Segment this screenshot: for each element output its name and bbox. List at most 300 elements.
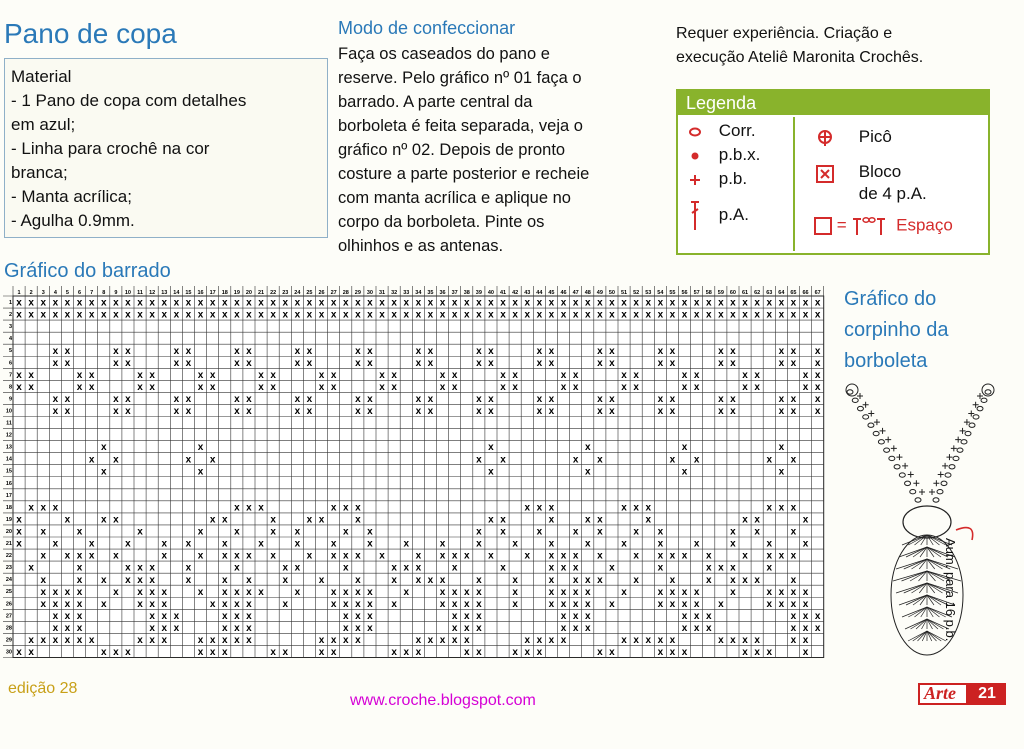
block-cell: x: [367, 610, 373, 622]
body-stitch: [896, 583, 927, 593]
column-label: 61: [741, 290, 749, 296]
block-cell: x: [246, 610, 252, 622]
block-cell: x: [609, 394, 615, 406]
block-cell: x: [633, 297, 639, 309]
block-cell: x: [476, 357, 482, 369]
block-cell: x: [197, 586, 204, 598]
row-label: 4: [8, 336, 12, 343]
material-line: - 1 Pano de copa com detalhes: [11, 91, 247, 110]
block-cell: x: [439, 309, 446, 321]
body-stitch: [927, 559, 943, 569]
block-cell: x: [536, 297, 543, 309]
block-cell: x: [40, 297, 47, 309]
column-label: 46: [560, 290, 567, 296]
block-cell: x: [161, 610, 168, 622]
block-cell: x: [149, 369, 155, 381]
body-stitch: [927, 631, 937, 641]
block-cell: x: [572, 381, 579, 393]
block-cell: x: [778, 502, 785, 514]
block-cell: x: [512, 538, 518, 550]
block-cell: x: [355, 357, 361, 369]
legend-item-pbx: [688, 145, 760, 165]
block-cell: x: [76, 297, 83, 309]
antenna-stitch-left: [902, 463, 908, 469]
block-cell: x: [161, 297, 168, 309]
block-cell: x: [548, 406, 555, 418]
block-cell: x: [451, 635, 458, 647]
block-cell: x: [330, 635, 337, 647]
block-cell: x: [234, 562, 240, 574]
block-cell: x: [125, 309, 131, 321]
block-cell: x: [597, 647, 603, 659]
column-label: 22: [270, 290, 277, 296]
antenna-stitch-right: [942, 463, 948, 469]
block-cell: x: [28, 635, 34, 647]
block-cell: x: [173, 394, 180, 406]
block-cell: x: [270, 369, 276, 381]
body-stitch: [918, 631, 928, 641]
body-stitch: [927, 547, 941, 557]
block-cell: x: [246, 406, 252, 418]
antenna-chain-left: [868, 423, 874, 427]
block-cell: x: [633, 381, 639, 393]
block-cell: x: [560, 297, 567, 309]
block-cell: x: [40, 635, 47, 647]
block-cell: x: [451, 309, 458, 321]
arte-logo: [918, 683, 1006, 705]
block-cell: x: [16, 526, 22, 538]
block-cell: x: [488, 406, 494, 418]
column-label: 60: [729, 290, 737, 296]
block-cell: x: [415, 550, 422, 562]
block-cell: x: [742, 381, 748, 393]
block-cell: x: [439, 574, 446, 586]
block-cell: x: [258, 297, 264, 309]
modo-line: com manta acrílica e aplique no: [338, 189, 571, 207]
block-cell: x: [500, 454, 506, 466]
block-cell: x: [742, 647, 748, 659]
column-label: 16: [197, 290, 204, 296]
block-cell: x: [246, 309, 252, 321]
block-cell: x: [488, 514, 494, 526]
block-cell: x: [669, 406, 676, 418]
block-cell: x: [40, 526, 47, 538]
column-label: 38: [463, 290, 470, 296]
block-cell: x: [427, 345, 434, 357]
block-cell: x: [149, 622, 155, 634]
picot-icon: [816, 129, 834, 147]
block-cell: x: [693, 309, 700, 321]
block-cell: x: [790, 574, 797, 586]
block-cell: x: [427, 574, 434, 586]
block-cell: x: [246, 574, 252, 586]
block-cell: x: [149, 598, 155, 610]
block-cell: x: [246, 550, 252, 562]
block-cell: x: [88, 538, 95, 550]
block-cell: x: [584, 309, 591, 321]
block-cell: x: [730, 394, 736, 406]
block-cell: x: [742, 369, 748, 381]
block-cell: x: [609, 598, 615, 610]
block-cell: x: [161, 635, 168, 647]
column-label: 35: [427, 290, 434, 296]
block-cell: x: [64, 610, 71, 622]
block-cell: x: [137, 369, 143, 381]
block-cell: x: [234, 357, 240, 369]
row-label: 18: [5, 504, 12, 511]
block-cell: x: [64, 586, 71, 598]
legend-box: [676, 89, 990, 255]
block-cell: x: [282, 562, 289, 574]
block-cell: x: [718, 598, 724, 610]
block-cell: x: [234, 622, 240, 634]
block-cell: x: [572, 309, 579, 321]
modo-line: reserve. Pelo gráfico nº 01 faça o: [338, 69, 582, 87]
block-cell: x: [439, 550, 446, 562]
block-cell: x: [246, 357, 252, 369]
block-cell: x: [137, 309, 143, 321]
chain-oval-icon: [688, 126, 702, 138]
block-cell: x: [681, 297, 688, 309]
block-cell: x: [161, 309, 168, 321]
column-label: 28: [342, 290, 349, 296]
block-cell: x: [379, 381, 385, 393]
block-cell: x: [173, 309, 180, 321]
block-cell: x: [234, 610, 240, 622]
block-cell: x: [367, 538, 373, 550]
block-cell: x: [40, 574, 47, 586]
block-cell: x: [645, 309, 652, 321]
column-label: 6: [78, 290, 82, 296]
block-cell: x: [814, 357, 821, 369]
antenna-stitch-left: [880, 428, 886, 434]
block-cell: x: [342, 586, 349, 598]
column-label: 65: [790, 290, 797, 296]
block-cell: x: [548, 502, 555, 514]
block-cell: x: [149, 586, 155, 598]
body-stitch: [913, 595, 927, 605]
material-box: [4, 58, 328, 238]
block-cell: x: [76, 526, 83, 538]
block-cell: x: [693, 538, 700, 550]
body-stitch: [899, 595, 927, 605]
modo-line: Faça os caseados do pano e: [338, 45, 550, 63]
block-cell: x: [463, 309, 470, 321]
block-cell: x: [633, 574, 639, 586]
block-cell: x: [125, 357, 131, 369]
block-cell: x: [669, 586, 676, 598]
block-cell: x: [500, 514, 506, 526]
block-cell: x: [221, 297, 228, 309]
block-cell: x: [609, 406, 615, 418]
boxed-x-icon: [816, 165, 834, 183]
block-cell: x: [234, 345, 240, 357]
block-cell: x: [28, 309, 34, 321]
block-cell: x: [572, 598, 579, 610]
legend-label: Bloco: [858, 162, 902, 181]
column-label: 40: [487, 290, 495, 296]
column-label: 1: [17, 290, 21, 296]
column-label: 24: [294, 290, 301, 296]
block-cell: x: [367, 345, 373, 357]
block-cell: x: [488, 357, 494, 369]
block-cell: x: [560, 610, 567, 622]
column-label: 39: [475, 290, 482, 296]
block-cell: x: [597, 454, 603, 466]
block-cell: x: [258, 502, 264, 514]
block-cell: x: [415, 635, 422, 647]
block-cell: x: [391, 309, 397, 321]
barrado-heading: Gráfico do barrado: [4, 260, 171, 282]
block-cell: x: [669, 635, 676, 647]
block-cell: x: [100, 442, 107, 454]
block-cell: x: [415, 309, 422, 321]
block-cell: x: [621, 502, 627, 514]
block-cell: x: [367, 526, 373, 538]
block-cell: x: [790, 357, 797, 369]
block-cell: x: [754, 369, 760, 381]
block-cell: x: [52, 538, 59, 550]
antenna-chain-left: [899, 473, 905, 477]
block-cell: x: [584, 586, 591, 598]
block-cell: x: [185, 538, 192, 550]
block-cell: x: [391, 381, 397, 393]
block-cell: x: [778, 550, 785, 562]
block-cell: x: [597, 297, 603, 309]
block-cell: x: [439, 297, 446, 309]
block-cell: x: [451, 550, 458, 562]
column-label: 15: [185, 290, 192, 296]
legend-label: Picô: [858, 127, 892, 146]
block-cell: x: [342, 562, 349, 574]
column-label: 4: [53, 290, 57, 296]
block-cell: x: [246, 586, 252, 598]
block-cell: x: [379, 369, 385, 381]
block-cell: x: [197, 309, 204, 321]
block-cell: x: [657, 406, 664, 418]
block-cell: x: [669, 574, 676, 586]
block-cell: x: [597, 394, 603, 406]
antenna-chain-right: [949, 465, 955, 469]
block-cell: x: [609, 562, 615, 574]
block-cell: x: [790, 309, 797, 321]
block-cell: x: [814, 345, 821, 357]
block-cell: x: [705, 574, 712, 586]
block-cell: x: [379, 550, 385, 562]
block-cell: x: [64, 598, 71, 610]
body-stitch: [915, 607, 928, 617]
block-cell: x: [718, 562, 724, 574]
block-cell: x: [790, 502, 797, 514]
block-cell: x: [730, 635, 736, 647]
block-cell: x: [730, 309, 736, 321]
antenna-stitch-left: [908, 472, 914, 478]
block-cell: x: [221, 622, 228, 634]
block-cell: x: [524, 309, 531, 321]
block-cell: x: [403, 309, 410, 321]
block-cell: x: [476, 297, 482, 309]
block-cell: x: [88, 309, 95, 321]
block-cell: x: [500, 309, 506, 321]
column-label: 37: [451, 290, 458, 296]
block-cell: x: [730, 538, 736, 550]
column-label: 17: [209, 290, 216, 296]
block-cell: x: [318, 574, 325, 586]
block-cell: x: [270, 550, 276, 562]
block-cell: x: [730, 574, 736, 586]
block-cell: x: [488, 442, 494, 454]
block-cell: x: [645, 297, 652, 309]
block-cell: x: [742, 309, 748, 321]
block-cell: x: [802, 622, 809, 634]
block-cell: x: [294, 406, 301, 418]
block-cell: x: [681, 466, 688, 478]
block-cell: x: [548, 538, 555, 550]
block-cell: x: [657, 586, 664, 598]
block-cell: x: [234, 406, 240, 418]
block-cell: x: [88, 454, 95, 466]
block-cell: x: [560, 381, 567, 393]
block-cell: x: [173, 406, 180, 418]
antenna-stitch-right: [951, 445, 957, 451]
antenna-chain-left: [905, 481, 911, 485]
block-cell: x: [76, 309, 83, 321]
block-cell: x: [512, 309, 518, 321]
block-cell: x: [137, 381, 143, 393]
block-cell: x: [258, 309, 264, 321]
block-cell: x: [149, 562, 155, 574]
modo-line: borboleta é feita separada, veja o: [338, 117, 583, 135]
block-cell: x: [524, 297, 531, 309]
block-cell: x: [52, 586, 59, 598]
block-cell: x: [572, 369, 579, 381]
column-label: 56: [681, 290, 688, 296]
block-cell: x: [524, 550, 531, 562]
block-cell: x: [597, 345, 603, 357]
legend-item-espaco: [814, 215, 953, 237]
block-cell: x: [209, 297, 216, 309]
block-cell: x: [76, 381, 83, 393]
requer-text: [676, 22, 1016, 70]
block-cell: x: [391, 562, 397, 574]
column-label: 2: [29, 290, 33, 296]
block-cell: x: [802, 381, 809, 393]
block-cell: x: [536, 502, 543, 514]
antenna-chain-left: [863, 415, 869, 419]
column-label: 63: [766, 290, 773, 296]
block-cell: x: [439, 369, 446, 381]
block-cell: x: [427, 394, 434, 406]
block-cell: x: [778, 598, 785, 610]
block-cell: x: [379, 309, 385, 321]
antenna-chain-left: [894, 465, 900, 469]
block-cell: x: [16, 538, 22, 550]
column-label: 45: [548, 290, 555, 296]
block-cell: x: [342, 309, 349, 321]
block-cell: x: [609, 309, 615, 321]
material-line: Material: [11, 67, 72, 86]
block-cell: x: [584, 514, 591, 526]
block-cell: x: [681, 381, 688, 393]
body-stitch: [902, 535, 927, 545]
block-cell: x: [209, 598, 216, 610]
block-cell: x: [560, 635, 567, 647]
block-cell: x: [113, 357, 119, 369]
block-cell: x: [439, 635, 446, 647]
block-cell: x: [488, 345, 494, 357]
block-cell: x: [476, 454, 482, 466]
body-stitch: [927, 595, 941, 605]
block-cell: x: [790, 406, 797, 418]
block-cell: x: [318, 369, 325, 381]
row-label: 29: [5, 637, 12, 644]
block-cell: x: [52, 394, 59, 406]
blog-url[interactable]: www.croche.blogspot.com: [350, 692, 536, 709]
empty-square-icon: [814, 217, 832, 235]
modo-line: barrado. A parte central da: [338, 93, 533, 111]
block-cell: x: [476, 538, 482, 550]
block-cell: x: [16, 297, 22, 309]
block-cell: x: [778, 442, 785, 454]
block-cell: x: [790, 610, 797, 622]
block-cell: x: [125, 297, 131, 309]
block-cell: x: [705, 309, 712, 321]
block-cell: x: [597, 526, 603, 538]
block-cell: x: [476, 309, 482, 321]
block-cell: x: [294, 357, 301, 369]
block-cell: x: [597, 406, 603, 418]
block-cell: x: [730, 406, 736, 418]
block-cell: x: [185, 406, 192, 418]
butterfly-body-svg: [838, 380, 1018, 670]
block-cell: x: [161, 598, 168, 610]
block-cell: x: [52, 610, 59, 622]
block-cell: x: [355, 514, 361, 526]
block-cell: x: [802, 514, 809, 526]
row-label: 30: [5, 649, 12, 656]
antenna-chain-right: [985, 390, 991, 394]
block-cell: x: [391, 369, 397, 381]
block-cell: x: [500, 381, 506, 393]
antenna-chain-left: [857, 406, 863, 410]
block-cell: x: [693, 381, 700, 393]
block-cell: x: [802, 369, 809, 381]
block-cell: x: [681, 586, 688, 598]
block-cell: x: [221, 309, 228, 321]
block-cell: x: [282, 598, 289, 610]
body-stitch: [927, 607, 940, 617]
block-cell: x: [306, 309, 313, 321]
block-cell: x: [814, 394, 821, 406]
block-cell: x: [548, 574, 555, 586]
block-cell: x: [221, 635, 228, 647]
block-cell: x: [500, 562, 506, 574]
block-cell: x: [584, 622, 591, 634]
block-cell: x: [149, 309, 155, 321]
block-cell: x: [28, 647, 34, 659]
block-cell: x: [342, 502, 349, 514]
block-cell: x: [28, 297, 34, 309]
block-cell: x: [258, 538, 264, 550]
block-cell: x: [209, 309, 216, 321]
antenna-chain-right: [937, 489, 943, 493]
block-cell: x: [52, 297, 59, 309]
block-cell: x: [40, 586, 47, 598]
column-label: 31: [378, 290, 386, 296]
antenna-stitch-right: [933, 480, 939, 486]
column-label: 18: [221, 290, 228, 296]
block-cell: x: [693, 610, 700, 622]
